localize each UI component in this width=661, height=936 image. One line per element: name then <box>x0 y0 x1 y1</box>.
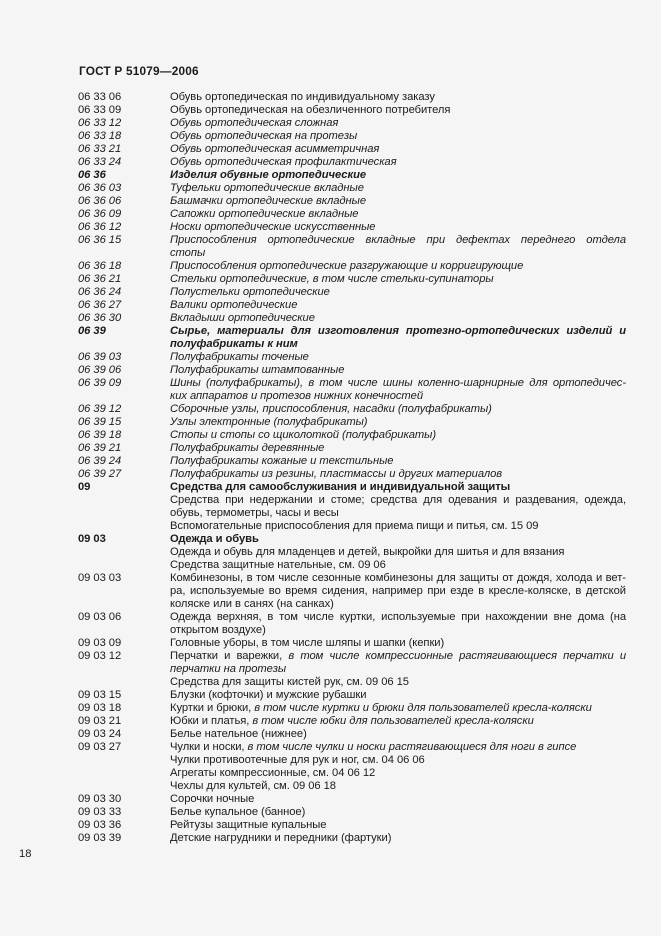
entry-description: Одежда и обувь для младенцев и детей, выкройки для шитья и для вязания <box>170 546 565 558</box>
entry-code: 09 03 39 <box>78 832 122 844</box>
table-row <box>78 377 626 403</box>
entry-description: Изделия обувные ортопедические <box>170 169 367 181</box>
table-row <box>78 143 626 156</box>
table-row <box>78 676 626 689</box>
entry-code: 09 03 06 <box>78 611 122 623</box>
entry-code: 09 03 27 <box>78 741 122 753</box>
table-row <box>78 780 626 793</box>
entry-code <box>78 676 170 689</box>
entry-description: Сборочные узлы, приспособления, насадки (полуфабрикаты) <box>170 403 492 415</box>
table-row <box>78 208 626 221</box>
entry-code: 06 36 12 <box>78 221 122 233</box>
table-row <box>78 468 626 481</box>
table-row <box>78 351 626 364</box>
entry-code: 06 36 18 <box>78 260 122 272</box>
entry-code <box>78 767 170 780</box>
entry-description: Обувь ортопедическая по индивидуальному заказу <box>170 91 435 103</box>
entry-description: Куртки и брюки, в том числе куртки и брюки для пользователей кресла-коляски <box>170 702 592 714</box>
entry-description: Носки ортопедические искусственные <box>170 221 376 233</box>
table-row <box>78 832 626 845</box>
entry-description: Приспособления ортопедические вкладные при дефектах переднего отдела стопы <box>170 234 626 259</box>
document-header: ГОСТ Р 51079—2006 <box>79 64 199 78</box>
table-row <box>78 819 626 832</box>
entry-code: 09 03 12 <box>78 650 122 662</box>
entry-code: 09 <box>78 481 91 493</box>
entry-code: 09 03 30 <box>78 793 122 805</box>
entry-code: 09 03 <box>78 533 106 545</box>
entry-code: 06 36 06 <box>78 195 122 207</box>
entry-description: Вкладыши ортопедические <box>170 312 315 324</box>
entry-code: 06 39 21 <box>78 442 122 454</box>
entry-description: Одежда верхняя, в том числе куртки, используемые при нахождении вне дома (на открытом воздухе) <box>170 611 626 636</box>
entry-description: Башмачки ортопедические вкладные <box>170 195 367 207</box>
page-number: 18 <box>19 848 32 860</box>
table-row <box>78 715 626 728</box>
table-row <box>78 481 626 494</box>
table-row <box>78 520 626 533</box>
table-row <box>78 156 626 169</box>
entry-code <box>78 494 170 520</box>
table-row <box>78 702 626 715</box>
table-row <box>78 195 626 208</box>
entry-description: Блузки (кофточки) и мужские рубашки <box>170 689 367 701</box>
entry-description: Сырье, материалы для изготовления протезно-ортопедических изделий и полуфабрикаты к ним <box>170 325 626 350</box>
entry-code: 09 03 33 <box>78 806 122 818</box>
entry-code: 06 36 <box>78 169 106 181</box>
entry-code: 06 39 18 <box>78 429 122 441</box>
table-row <box>78 221 626 234</box>
table-row <box>78 572 626 611</box>
entry-description: Чулки и носки, в том числе чулки и носки растягивающиеся для ноги в гипсе <box>170 741 577 753</box>
table-row <box>78 104 626 117</box>
entry-description: Валики ортопедические <box>170 299 298 311</box>
entry-description: Сорочки ночные <box>170 793 255 805</box>
table-row <box>78 611 626 637</box>
entry-code <box>78 780 170 793</box>
table-row <box>78 559 626 572</box>
entry-description: Средства защитные нательные, см. 09 06 <box>170 559 386 571</box>
entry-description: Средства при недержании и стоме; средства для одевания и раздевания, одежда, обувь, термометры, часы и весы <box>170 494 626 519</box>
entry-code: 06 33 06 <box>78 91 122 103</box>
entry-description: Вспомогательные приспособления для приема пищи и питья, см. 15 09 <box>170 520 539 532</box>
entry-description: Комбинезоны, в том числе сезонные комбинезоны для защиты от дождя, холода и вет- ра, используемые во время сидения, например при езде в кресле-коляске, в детской коляске или в санях (на санках) <box>170 572 626 610</box>
table-row <box>78 312 626 325</box>
table-row <box>78 234 626 260</box>
entry-code: 06 39 15 <box>78 416 122 428</box>
entry-code: 06 36 27 <box>78 299 122 311</box>
entry-description: Полуфабрикаты точеные <box>170 351 309 363</box>
table-row <box>78 442 626 455</box>
entry-description: Средства для самообслуживания и индивидуальной защиты <box>170 481 511 493</box>
entry-code: 06 39 <box>78 325 106 337</box>
table-row <box>78 169 626 182</box>
table-row <box>78 286 626 299</box>
table-row <box>78 767 626 780</box>
table-row <box>78 130 626 143</box>
entry-code: 06 39 09 <box>78 377 122 389</box>
entry-code: 06 36 03 <box>78 182 122 194</box>
entry-code: 06 33 21 <box>78 143 122 155</box>
entry-description: Сапожки ортопедические вкладные <box>170 208 359 220</box>
entry-code: 06 39 27 <box>78 468 122 480</box>
table-row <box>78 403 626 416</box>
entry-code: 06 39 06 <box>78 364 122 376</box>
table-row <box>78 91 626 104</box>
entry-description: Обувь ортопедическая на протезы <box>170 130 358 142</box>
entry-description: Белье нательное (нижнее) <box>170 728 307 740</box>
table-row <box>78 728 626 741</box>
entry-code: 06 36 24 <box>78 286 122 298</box>
entry-description: Обувь ортопедическая асимметричная <box>170 143 380 155</box>
entry-code: 09 03 24 <box>78 728 122 740</box>
entry-description: Полустельки ортопедические <box>170 286 330 298</box>
table-row <box>78 533 626 546</box>
entry-code: 09 03 21 <box>78 715 122 727</box>
entry-code: 06 33 09 <box>78 104 122 116</box>
table-row <box>78 429 626 442</box>
entry-description: Юбки и платья, в том числе юбки для пользователей кресла-коляски <box>170 715 534 727</box>
entry-description: Чехлы для культей, см. 09 06 18 <box>170 780 336 792</box>
table-row <box>78 364 626 377</box>
table-row <box>78 546 626 559</box>
entry-description: Полуфабрикаты из резины, пластмассы и других материалов <box>170 468 503 480</box>
entry-description: Приспособления ортопедические разгружающие и корригирующие <box>170 260 524 272</box>
entry-code: 09 03 03 <box>78 572 122 584</box>
entry-description: Чулки противоотечные для рук и ног, см. 04 06 06 <box>170 754 425 766</box>
entry-description: Средства для защиты кистей рук, см. 09 06 15 <box>170 676 409 688</box>
entry-code: 06 36 15 <box>78 234 122 246</box>
entry-code <box>78 754 170 767</box>
classification-list <box>78 91 626 845</box>
entry-code: 06 33 24 <box>78 156 122 168</box>
entry-code: 06 36 30 <box>78 312 122 324</box>
entry-code: 06 39 12 <box>78 403 122 415</box>
table-row <box>78 806 626 819</box>
entry-description: Головные уборы, в том числе шляпы и шапки (кепки) <box>170 637 445 649</box>
entry-description: Стопы и стопы со щиколоткой (полуфабрикаты) <box>170 429 437 441</box>
entry-description: Стельки ортопедические, в том числе стельки-супинаторы <box>170 273 494 285</box>
entry-code <box>78 546 170 559</box>
entry-description: Одежда и обувь <box>170 533 259 545</box>
table-row <box>78 182 626 195</box>
entry-description: Детские нагрудники и передники (фартуки) <box>170 832 392 844</box>
table-row <box>78 793 626 806</box>
table-row <box>78 455 626 468</box>
table-row <box>78 650 626 676</box>
entry-code: 06 39 03 <box>78 351 122 363</box>
entry-code: 09 03 18 <box>78 702 122 714</box>
entry-description: Полуфабрикаты штампованные <box>170 364 345 376</box>
entry-description: Рейтузы защитные купальные <box>170 819 327 831</box>
entry-code: 06 33 18 <box>78 130 122 142</box>
entry-description: Полуфабрикаты деревянные <box>170 442 325 454</box>
entry-description: Белье купальное (банное) <box>170 806 306 818</box>
entry-description: Перчатки и варежки, в том числе компрессионные растягивающиеся перчатки и перчатки на протезы <box>170 650 626 675</box>
table-row <box>78 689 626 702</box>
table-row <box>78 299 626 312</box>
entry-code: 09 03 09 <box>78 637 122 649</box>
entry-description: Туфельки ортопедические вкладные <box>170 182 364 194</box>
entry-code <box>78 559 170 572</box>
entry-description: Обувь ортопедическая профилактическая <box>170 156 397 168</box>
entry-code: 06 36 21 <box>78 273 122 285</box>
entry-description: Узлы электронные (полуфабрикаты) <box>170 416 368 428</box>
entry-code: 09 03 15 <box>78 689 122 701</box>
entry-code: 06 39 24 <box>78 455 122 467</box>
entry-code: 09 03 36 <box>78 819 122 831</box>
table-row <box>78 117 626 130</box>
entry-description: Обувь ортопедическая сложная <box>170 117 339 129</box>
table-row <box>78 273 626 286</box>
table-row <box>78 325 626 351</box>
table-row <box>78 260 626 273</box>
entry-description: Шины (полуфабрикаты), в том числе шины коленно-шарнирные для ортопедичес- ких аппаратов и протезов нижних конечностей <box>170 377 626 402</box>
entry-description: Обувь ортопедическая на обезличенного потребителя <box>170 104 451 116</box>
entry-code: 06 33 12 <box>78 117 122 129</box>
entry-description: Агрегаты компрессионные, см. 04 06 12 <box>170 767 376 779</box>
entry-code <box>78 520 170 533</box>
table-row <box>78 637 626 650</box>
entry-description: Полуфабрикаты кожаные и текстильные <box>170 455 394 467</box>
table-row <box>78 416 626 429</box>
table-row <box>78 741 626 754</box>
table-row <box>78 754 626 767</box>
table-row <box>78 494 626 520</box>
entry-code: 06 36 09 <box>78 208 122 220</box>
